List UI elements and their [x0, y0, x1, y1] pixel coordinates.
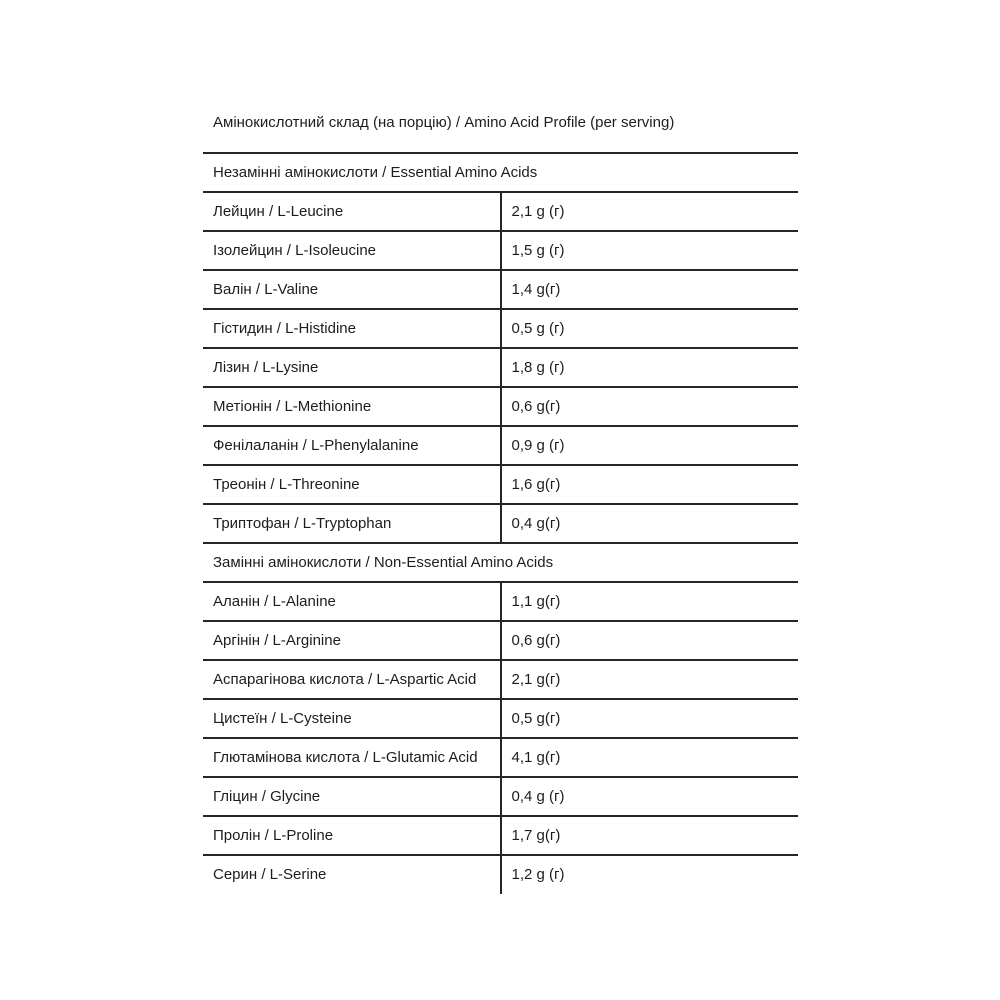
amino-acid-name: Цистеїн / L-Cysteine [203, 699, 501, 738]
amino-acid-value: 2,1 g (г) [501, 192, 799, 231]
table-row [203, 270, 798, 309]
amino-acid-value: 1,5 g (г) [501, 231, 799, 270]
table-row [203, 777, 798, 816]
table-row [203, 465, 798, 504]
amino-acid-profile-document [203, 110, 798, 894]
amino-acid-value: 1,6 g(г) [501, 465, 799, 504]
amino-acid-value: 0,4 g(г) [501, 504, 799, 543]
amino-acid-value: 1,7 g(г) [501, 816, 799, 855]
table-row [203, 582, 798, 621]
amino-acid-value: 0,6 g(г) [501, 621, 799, 660]
amino-acid-name: Лейцин / L-Leucine [203, 192, 501, 231]
table-row [203, 192, 798, 231]
table-row [203, 231, 798, 270]
amino-acid-name: Треонін / L-Threonine [203, 465, 501, 504]
table-title: Амінокислотний склад (на порцію) / Amino Acid Profile (per serving) [213, 114, 675, 131]
amino-acid-value: 0,9 g (г) [501, 426, 799, 465]
section-header-row [203, 153, 798, 192]
table-row [203, 387, 798, 426]
table-row [203, 699, 798, 738]
amino-acid-value: 0,5 g (г) [501, 309, 799, 348]
table-row [203, 816, 798, 855]
amino-acid-name: Аланін / L-Alanine [203, 582, 501, 621]
amino-acid-name: Серин / L-Serine [203, 855, 501, 894]
amino-acid-name: Валін / L-Valine [203, 270, 501, 309]
amino-acid-name: Ізолейцин / L-Isoleucine [203, 231, 501, 270]
amino-acid-value: 0,5 g(г) [501, 699, 799, 738]
table-row [203, 309, 798, 348]
table-row [203, 738, 798, 777]
amino-acid-value: 2,1 g(г) [501, 660, 799, 699]
amino-acid-name: Гістидин / L-Histidine [203, 309, 501, 348]
section-header-essential: Незамінні амінокислоти / Essential Amino Acids [203, 153, 798, 192]
amino-acid-value: 0,6 g(г) [501, 387, 799, 426]
amino-acid-name: Пролін / L-Proline [203, 816, 501, 855]
table-row [203, 426, 798, 465]
amino-acid-table [203, 152, 798, 894]
amino-acid-value: 1,2 g (г) [511, 866, 565, 883]
amino-acid-name: Лізин / L-Lysine [203, 348, 501, 387]
amino-acid-value: 4,1 g(г) [501, 738, 799, 777]
amino-acid-value: 1,1 g(г) [501, 582, 799, 621]
table-row [203, 621, 798, 660]
amino-acid-name: Аспарагінова кислота / L-Aspartic Acid [203, 660, 501, 699]
table-row [203, 855, 798, 894]
table-row [203, 348, 798, 387]
amino-acid-value: 1,8 g (г) [501, 348, 799, 387]
amino-acid-name: Триптофан / L-Tryptophan [203, 504, 501, 543]
amino-acid-name: Глютамінова кислота / L-Glutamic Acid [203, 738, 501, 777]
amino-acid-name: Аргінін / L-Arginine [203, 621, 501, 660]
amino-acid-value: 0,4 g (г) [501, 777, 799, 816]
amino-acid-name: Гліцин / Glycine [203, 777, 501, 816]
table-row [203, 504, 798, 543]
amino-acid-name: Фенілаланін / L-Phenylalanine [203, 426, 501, 465]
section-header-non-essential: Замінні амінокислоти / Non-Essential Amino Acids [203, 543, 798, 582]
amino-acid-value: 1,4 g(г) [501, 270, 799, 309]
table-row [203, 660, 798, 699]
amino-acid-name: Метіонін / L-Methionine [203, 387, 501, 426]
section-header-row [203, 543, 798, 582]
